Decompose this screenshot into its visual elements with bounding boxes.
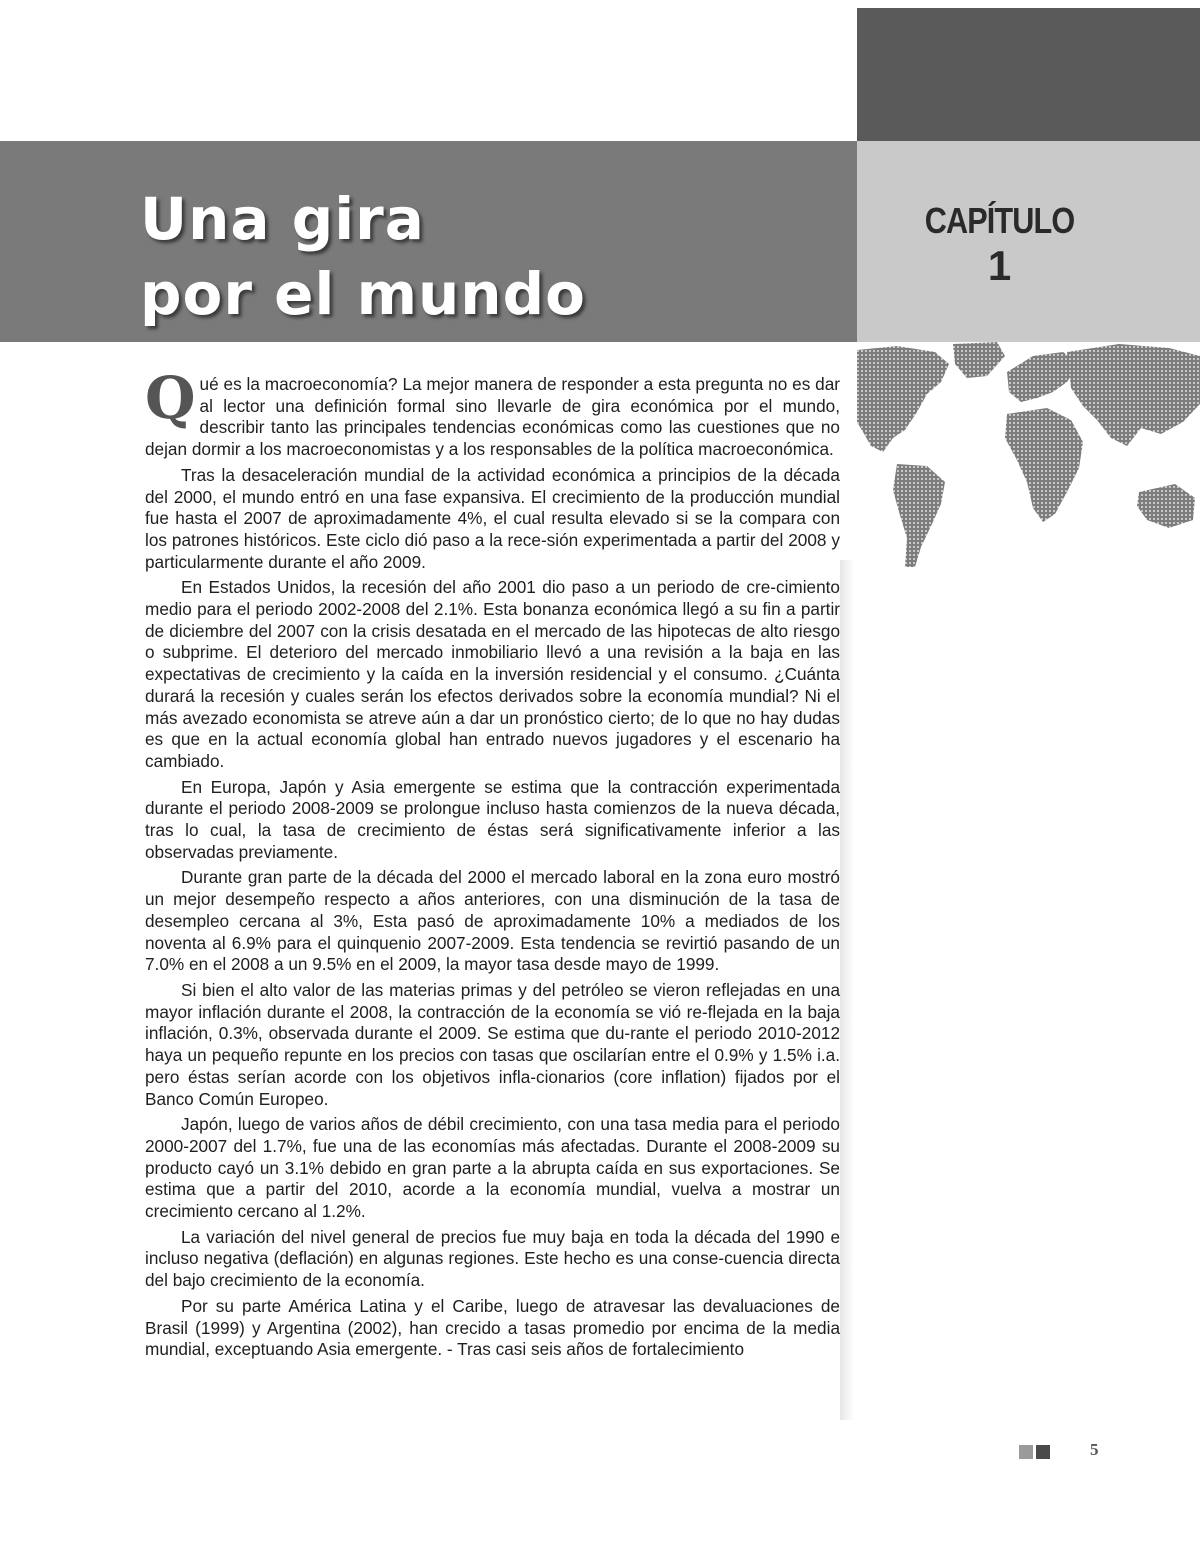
paragraph-9: Por su parte América Latina y el Caribe, luego de atravesar las devaluaciones de Brasil (1999) y Argentina (2002), han crecido a tasas promedio por encima de la media mundial, exceptuando Asia emergente. - Tras casi seis años de fortalecimiento — [145, 1295, 840, 1360]
page-mark-dark — [1036, 1445, 1050, 1459]
chapter-title-line1: Una gira — [140, 185, 425, 253]
paragraph-7: Japón, luego de varios años de débil crecimiento, con una tasa media para el periodo 2000-2007 del 1.7%, fue una de las economías más afectadas. Durante el 2008-2009 su producto cayó un 3.1% debido en gran parte a la abrupta caída en sus exportaciones. Se estima que a partir del 2010, acorde a la economía mundial, vuelva a mostrar un crecimiento cercano al 1.2%. — [145, 1114, 840, 1222]
paragraph-6: Si bien el alto valor de las materias primas y del petróleo se vieron reflejadas en una mayor inflación durante el 2008, la contracción de la economía se vió re-flejada en la baja inflación, 0.3%, observada durante el 2009. Se estima que du-rante el periodo 2010-2012 haya un pequeño repunte en los precios con tasas que oscilarían entre el 0.9% y 1.5% i.a. pero éstas serían acorde con los objetivos infla-cionarios (core inflation) fijados por el Banco Común Europeo. — [145, 979, 840, 1109]
paragraph-1 — [145, 364, 840, 461]
paragraph-8: La variación del nivel general de precios fue muy baja en toda la década del 1990 e incluso negativa (deflación) en algunas regiones. Este hecho es una conse-cuencia directa del bajo crecimiento de la economía. — [145, 1226, 840, 1291]
paragraph-3: En Estados Unidos, la recesión del año 2001 dio paso a un periodo de cre-cimiento medio para el periodo 2002-2008 del 2.1%. Esta bonanza económica llegó a su fin a partir de diciembre del 2007 con la crisis desatada en el mercado de las hipotecas de alto riesgo o subprime. El deterioro del mercado inmobiliario llevó a una revisión a la baja en las expectativas de crecimiento y la caída en la inversión residencial y el consumo. ¿Cuánta durará la recesión y cuales serán los efectos derivados sobre la economía mundial? Ni el más avezado economista se atreve aún a dar un pronóstico cierto; de lo que no hay dudas es que en la actual economía global han entrado nuevos jugadores y el escenario ha cambiado. — [145, 577, 840, 771]
world-map-icon — [857, 342, 1200, 567]
paragraph-2: Tras la desaceleración mundial de la actividad económica a principios de la década del 2000, el mundo entró en una fase expansiva. El crecimiento de la producción mundial fue hasta el 2007 de aproximadamente 4%, el cual resulta elevado si se la compara con los patrones históricos. Este ciclo dió paso a la rece-sión experimentada a partir del 2008 y particularmente durante el año 2009. — [145, 464, 840, 572]
page-number: 5 — [1090, 1440, 1099, 1459]
chapter-label: CAPÍTULO — [924, 200, 1075, 241]
chapter-title-line2: por el mundo — [140, 260, 586, 328]
paragraph-1-text: ué es la macroeconomía? La mejor manera de responder a esta pregunta no es dar al lector una definición formal sino llevarle de gira económica por el mundo, describir tanto las principales tendencias económicas como las cuestiones que no dejan dormir a los macroeconomistas y a los responsables de la política macroeconómica. — [145, 374, 840, 460]
paragraph-4: En Europa, Japón y Asia emergente se estima que la contracción experimentada durante el periodo 2008-2009 se prolongue incluso hasta comienzos de la nueva década, tras lo cual, la tasa de crecimiento de éstas será significativamente inferior a las observadas previamente. — [145, 776, 840, 862]
chapter-title — [140, 182, 586, 332]
margin-shadow — [840, 560, 854, 1420]
page-mark-light — [1019, 1445, 1033, 1459]
paragraph-5: Durante gran parte de la década del 2000 el mercado laboral en la zona euro mostró un mejor desempeño respecto a años anteriores, con una disminución de la tasa de desempleo cercana al 3%, Esta pasó de aproximadamente 10% a mediados de los noventa al 6.9% para el quinquenio 2007-2009. Esta tendencia se revirtió pasando de un 7.0% en el 2008 a un 9.5% en el 2009, la mayor tasa desde mayo de 1999. — [145, 867, 840, 975]
page-marks — [1019, 1445, 1051, 1459]
chapter-number: 1 — [987, 242, 1012, 289]
drop-cap: Q — [145, 364, 196, 432]
body-text — [145, 364, 840, 1365]
top-dark-band — [857, 8, 1200, 141]
